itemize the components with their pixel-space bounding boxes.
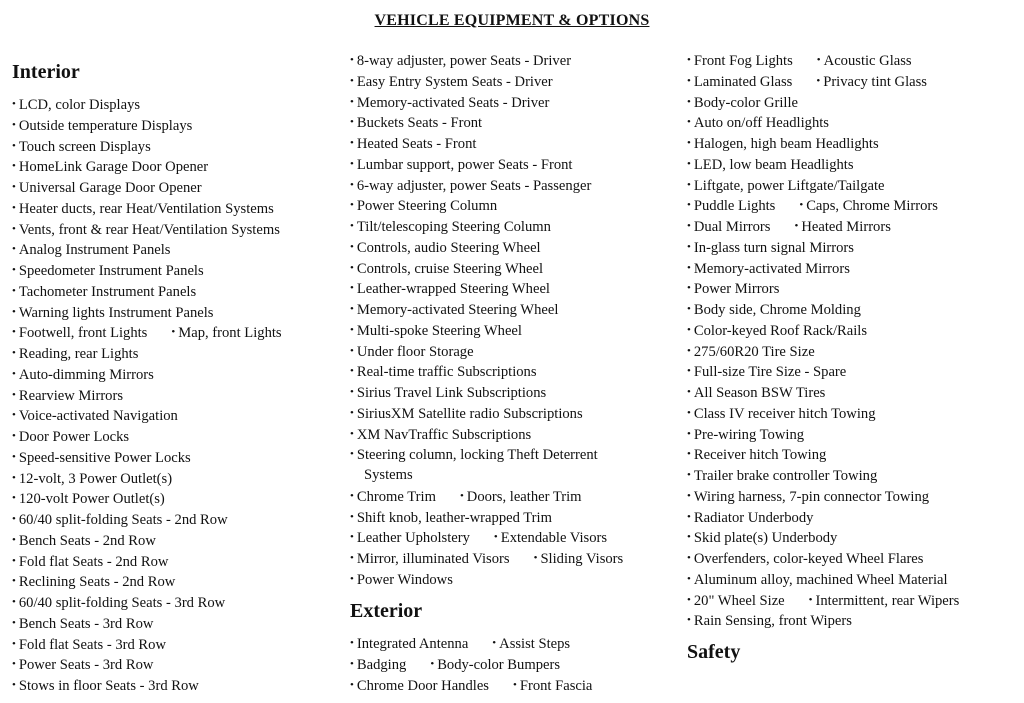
- list-item: • Fold flat Seats - 3rd Row: [12, 635, 166, 654]
- list-row: [687, 321, 891, 340]
- list-item: • Class IV receiver hitch Towing: [687, 404, 876, 423]
- list-item: • Badging: [350, 655, 406, 674]
- list-row: [350, 196, 521, 215]
- list-row: [12, 552, 192, 571]
- list-row: [350, 176, 615, 195]
- list-row: [350, 342, 498, 361]
- list-item: • Liftgate, power Liftgate/Tailgate: [687, 176, 885, 195]
- list-item: • Pre-wiring Towing: [687, 425, 804, 444]
- list-item: • LED, low beam Headlights: [687, 155, 854, 174]
- list-row: [12, 303, 237, 322]
- list-item-continuation: Systems: [364, 467, 413, 483]
- list-item: • Universal Garage Door Opener: [12, 178, 202, 197]
- list-item: • Analog Instrument Panels: [12, 240, 170, 259]
- list-item: • Under floor Storage: [350, 342, 474, 361]
- list-item: • Assist Steps: [492, 634, 570, 653]
- list-item: • Halogen, high beam Headlights: [687, 134, 879, 153]
- list-item: • Color-keyed Roof Rack/Rails: [687, 321, 867, 340]
- list-row: [687, 404, 900, 423]
- list-item: • 8-way adjuster, power Seats - Driver: [350, 51, 571, 70]
- list-item: • Integrated Antenna: [350, 634, 468, 653]
- list-row: [12, 365, 178, 384]
- list-item: • Bench Seats - 2nd Row: [12, 531, 156, 550]
- page-title: VEHICLE EQUIPMENT & OPTIONS: [374, 12, 650, 29]
- list-item: • Footwell, front Lights: [12, 323, 147, 342]
- list-item: • Memory-activated Seats - Driver: [350, 93, 549, 112]
- list-row: [350, 655, 584, 674]
- list-item: • Radiator Underbody: [687, 508, 813, 527]
- list-row: [12, 344, 162, 363]
- list-row: [12, 635, 190, 654]
- list-row: [350, 72, 577, 91]
- list-item: • Chrome Door Handles: [350, 676, 489, 695]
- safety-heading: Safety: [687, 641, 741, 663]
- list-item: • Vents, front & rear Heat/Ventilation Systems: [12, 220, 280, 239]
- list-row: [687, 487, 953, 506]
- list-row: [687, 383, 849, 402]
- list-item: • Power Steering Column: [350, 196, 497, 215]
- list-row: [687, 113, 853, 132]
- list-row: [687, 528, 861, 547]
- list-item: • Body-color Bumpers: [430, 655, 560, 674]
- list-row: [687, 300, 885, 319]
- list-row: [687, 93, 822, 112]
- list-item: • Body-color Grille: [687, 93, 798, 112]
- list-row: [350, 549, 647, 568]
- list-item: • HomeLink Garage Door Opener: [12, 157, 208, 176]
- list-item: • Auto on/off Headlights: [687, 113, 829, 132]
- list-row: [350, 404, 607, 423]
- list-row: [12, 655, 177, 674]
- list-item: • Extendable Visors: [494, 528, 607, 547]
- list-item: • 120-volt Power Outlet(s): [12, 489, 165, 508]
- list-row: [687, 611, 876, 630]
- list-item: • Full-size Tire Size - Spare: [687, 362, 846, 381]
- list-row: [350, 445, 622, 464]
- list-item: • 12-volt, 3 Power Outlet(s): [12, 469, 172, 488]
- list-item: • XM NavTraffic Subscriptions: [350, 425, 531, 444]
- interior-heading: Interior: [12, 61, 80, 83]
- list-item: • Memory-activated Mirrors: [687, 259, 850, 278]
- list-row: [687, 570, 972, 589]
- list-row: [687, 362, 870, 381]
- list-row: [12, 614, 177, 633]
- list-item: • Outside temperature Displays: [12, 116, 192, 135]
- list-item: • Shift knob, leather-wrapped Trim: [350, 508, 552, 527]
- list-item: • 60/40 split-folding Seats - 3rd Row: [12, 593, 225, 612]
- list-row: [12, 448, 215, 467]
- list-row: [687, 342, 839, 361]
- list-row: [12, 282, 220, 301]
- list-row: [12, 261, 228, 280]
- list-row: [687, 279, 803, 298]
- list-item: • Acoustic Glass: [817, 51, 912, 70]
- list-item: • 60/40 split-folding Seats - 2nd Row: [12, 510, 228, 529]
- list-item: • Buckets Seats - Front: [350, 113, 482, 132]
- list-item: • Caps, Chrome Mirrors: [799, 196, 938, 215]
- list-item: • Heated Seats - Front: [350, 134, 476, 153]
- list-row: [12, 572, 199, 591]
- list-row: [687, 196, 962, 215]
- list-item: • Body side, Chrome Molding: [687, 300, 861, 319]
- list-row: [687, 466, 901, 485]
- list-row: [350, 487, 606, 506]
- list-row: [12, 510, 252, 529]
- list-item: • Voice-activated Navigation: [12, 406, 178, 425]
- list-item: • Mirror, illuminated Visors: [350, 549, 510, 568]
- list-row: [12, 406, 202, 425]
- list-item: • All Season BSW Tires: [687, 383, 825, 402]
- list-item: • In-glass turn signal Mirrors: [687, 238, 854, 257]
- list-row: [12, 676, 223, 695]
- list-item: • SiriusXM Satellite radio Subscriptions: [350, 404, 583, 423]
- list-row: [687, 176, 909, 195]
- list-item: • Auto-dimming Mirrors: [12, 365, 154, 384]
- list-row: [687, 259, 874, 278]
- list-row: [350, 508, 576, 527]
- list-item: • Speedometer Instrument Panels: [12, 261, 204, 280]
- list-row: [350, 570, 477, 589]
- list-row: [12, 178, 226, 197]
- list-row: [687, 134, 903, 153]
- list-item: • Power Mirrors: [687, 279, 779, 298]
- list-item: • Doors, leather Trim: [460, 487, 582, 506]
- list-item: • Bench Seats - 3rd Row: [12, 614, 153, 633]
- list-item: • Controls, audio Steering Wheel: [350, 238, 541, 257]
- list-item: • Aluminum alloy, machined Wheel Material: [687, 570, 948, 589]
- list-item: • Door Power Locks: [12, 427, 129, 446]
- list-item: • Touch screen Displays: [12, 137, 151, 156]
- list-item: • Intermittent, rear Wipers: [809, 591, 960, 610]
- list-item: • Steering column, locking Theft Deterrent: [350, 445, 598, 464]
- list-row: [12, 427, 153, 446]
- list-row: [12, 469, 196, 488]
- list-item: • Tachometer Instrument Panels: [12, 282, 196, 301]
- list-row: [12, 199, 298, 218]
- list-item: • Heater ducts, rear Heat/Ventilation Systems: [12, 199, 274, 218]
- list-item: • Dual Mirrors: [687, 217, 770, 236]
- list-row: [12, 386, 147, 405]
- list-item: • Reading, rear Lights: [12, 344, 138, 363]
- list-row: [350, 259, 567, 278]
- list-row: [687, 445, 850, 464]
- list-item: • Heated Mirrors: [794, 217, 890, 236]
- list-item: • Controls, cruise Steering Wheel: [350, 259, 543, 278]
- list-item: • Leather Upholstery: [350, 528, 470, 547]
- list-item: • Stows in floor Seats - 3rd Row: [12, 676, 199, 695]
- list-item: • LCD, color Displays: [12, 95, 140, 114]
- list-item: • 20" Wheel Size: [687, 591, 785, 610]
- list-row: [350, 217, 575, 236]
- list-row: [350, 383, 570, 402]
- exterior-heading: Exterior: [350, 600, 423, 622]
- list-row: [350, 300, 582, 319]
- list-row: [12, 323, 306, 342]
- list-item: • Laminated Glass: [687, 72, 792, 91]
- list-item: • Front Fog Lights: [687, 51, 793, 70]
- list-item: • Reclining Seats - 2nd Row: [12, 572, 175, 591]
- list-item: • Wiring harness, 7-pin connector Towing: [687, 487, 929, 506]
- list-row: [12, 240, 194, 259]
- list-row: [687, 508, 837, 527]
- list-item: • Warning lights Instrument Panels: [12, 303, 213, 322]
- list-item: • Power Seats - 3rd Row: [12, 655, 153, 674]
- list-item: • Sirius Travel Link Subscriptions: [350, 383, 546, 402]
- list-item: • 275/60R20 Tire Size: [687, 342, 815, 361]
- list-item: • 6-way adjuster, power Seats - Passenger: [350, 176, 591, 195]
- list-row: [687, 238, 878, 257]
- list-row: [350, 93, 573, 112]
- list-row: [350, 155, 597, 174]
- list-item: • Fold flat Seats - 2nd Row: [12, 552, 168, 571]
- list-item: • Trailer brake controller Towing: [687, 466, 877, 485]
- list-item: • Rearview Mirrors: [12, 386, 123, 405]
- list-row: [350, 321, 546, 340]
- list-item: • Leather-wrapped Steering Wheel: [350, 279, 550, 298]
- list-row: [687, 155, 878, 174]
- list-row: [350, 425, 555, 444]
- list-row: [687, 72, 951, 91]
- list-row: [12, 531, 180, 550]
- list-item: • Rain Sensing, front Wipers: [687, 611, 852, 630]
- list-item: • Real-time traffic Subscriptions: [350, 362, 537, 381]
- list-item: • Front Fascia: [513, 676, 592, 695]
- list-item: • Skid plate(s) Underbody: [687, 528, 837, 547]
- list-row: [350, 528, 631, 547]
- list-item: • Speed-sensitive Power Locks: [12, 448, 191, 467]
- list-row: [350, 634, 594, 653]
- list-item: • Multi-spoke Steering Wheel: [350, 321, 522, 340]
- list-row: [12, 137, 175, 156]
- list-row: [350, 51, 595, 70]
- list-item: • Privacy tint Glass: [816, 72, 927, 91]
- list-item: • Sliding Visors: [534, 549, 624, 568]
- list-item: • Lumbar support, power Seats - Front: [350, 155, 573, 174]
- list-row: [687, 217, 915, 236]
- list-row: [350, 362, 561, 381]
- list-row: [12, 157, 232, 176]
- list-item: • Tilt/telescoping Steering Column: [350, 217, 551, 236]
- list-item: • Receiver hitch Towing: [687, 445, 826, 464]
- list-item: • Map, front Lights: [171, 323, 281, 342]
- list-row: [350, 238, 565, 257]
- list-item: • Power Windows: [350, 570, 453, 589]
- list-row: [12, 593, 249, 612]
- list-item: • Overfenders, color-keyed Wheel Flares: [687, 549, 923, 568]
- list-row: [687, 549, 947, 568]
- list-row: [687, 591, 983, 610]
- list-item: • Memory-activated Steering Wheel: [350, 300, 558, 319]
- list-row: [12, 95, 164, 114]
- list-row: [12, 489, 189, 508]
- list-item: • Puddle Lights: [687, 196, 775, 215]
- list-row: [687, 425, 828, 444]
- list-item: • Easy Entry System Seats - Driver: [350, 72, 553, 91]
- list-row: [12, 220, 304, 239]
- list-row: [350, 134, 500, 153]
- list-row: [687, 51, 936, 70]
- list-row: [350, 113, 506, 132]
- list-row: [12, 116, 216, 135]
- list-row: [350, 676, 616, 695]
- list-item: • Chrome Trim: [350, 487, 436, 506]
- list-row: [350, 279, 574, 298]
